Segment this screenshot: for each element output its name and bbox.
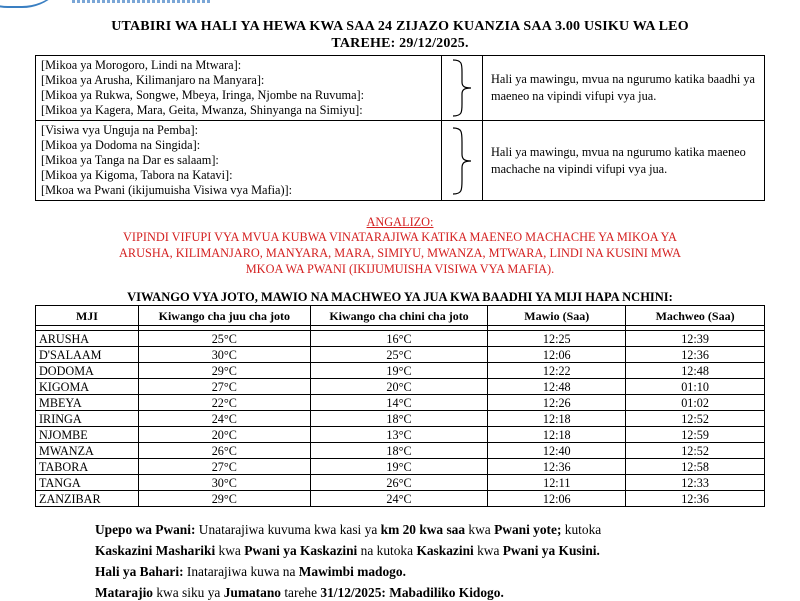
wind-speed: km 20 kwa saa — [380, 522, 466, 537]
table-row — [36, 331, 765, 347]
sea-label: Hali ya Bahari: — [95, 564, 184, 579]
max-temp-cell: 27°C — [138, 459, 310, 475]
wind-text: na kutoka — [357, 543, 417, 558]
table-row — [36, 411, 765, 427]
region-line: [Mkoa wa Pwani (ikijumuisha Visiwa vya Mafia)]: — [41, 183, 293, 197]
forecast-description: Hali ya mawingu, mvua na ngurumo katika baadhi ya maeneo na vipindi vifupi vya jua. — [483, 56, 765, 121]
brace-cell — [442, 121, 483, 201]
min-temp-cell: 19°C — [310, 459, 488, 475]
outlook-date: 31/12/2025: Mabadiliko Kidogo. — [320, 585, 504, 600]
logo-arc — [0, 0, 70, 8]
sunrise-cell: 12:48 — [488, 379, 626, 395]
sunset-cell: 12:59 — [626, 427, 765, 443]
min-temp-cell: 26°C — [310, 475, 488, 491]
table-row — [36, 347, 765, 363]
region-line: [Mikoa ya Dodoma na Singida]: — [41, 138, 201, 152]
wind-text: kutoka — [561, 522, 602, 537]
logo-tagline — [72, 0, 212, 3]
region-line: [Mikoa ya Tanga na Dar es salaam]: — [41, 153, 219, 167]
max-temp-cell: 20°C — [138, 427, 310, 443]
sunset-cell: 01:10 — [626, 379, 765, 395]
column-header: Kiwango cha chini cha joto — [310, 306, 488, 326]
sunset-cell: 12:36 — [626, 347, 765, 363]
city-cell: DODOMA — [36, 363, 139, 379]
column-header: MJI — [36, 306, 139, 326]
max-temp-cell: 29°C — [138, 363, 310, 379]
column-header: Mawio (Saa) — [488, 306, 626, 326]
warning-body — [60, 229, 740, 277]
coastal-wind-line-2 — [95, 543, 600, 559]
sunrise-cell: 12:40 — [488, 443, 626, 459]
forecast-regions — [36, 121, 442, 201]
sunset-cell: 12:39 — [626, 331, 765, 347]
region-line: [Mikoa ya Morogoro, Lindi na Mtwara]: — [41, 58, 242, 72]
city-cell: IRINGA — [36, 411, 139, 427]
region-line: [Mikoa ya Rukwa, Songwe, Mbeya, Iringa, Njombe na Ruvuma]: — [41, 88, 365, 102]
table-row — [36, 475, 765, 491]
warning-line: ARUSHA, KILIMANJARO, MANYARA, MARA, SIMIYU, MWANZA, MTWARA, LINDI NA KUSINI MWA — [119, 246, 681, 260]
table-row — [36, 459, 765, 475]
city-cell: ZANZIBAR — [36, 491, 139, 507]
regional-forecast-table — [35, 55, 765, 201]
column-header: Machweo (Saa) — [626, 306, 765, 326]
wind-label: Upepo wa Pwani: — [95, 522, 196, 537]
outlook-day: Jumatano — [223, 585, 281, 600]
city-cell: MWANZA — [36, 443, 139, 459]
sunset-cell: 01:02 — [626, 395, 765, 411]
region-line: [Mikoa ya Kagera, Mara, Geita, Mwanza, Shinyanga na Simiyu]: — [41, 103, 363, 117]
city-cell: ARUSHA — [36, 331, 139, 347]
header-logo-strip — [0, 0, 230, 8]
wind-area: Pwani ya Kaskazini — [244, 543, 358, 558]
coastal-wind-line-1 — [95, 522, 601, 538]
outlook-text: tarehe — [280, 585, 321, 600]
min-temp-cell: 14°C — [310, 395, 488, 411]
sunrise-cell: 12:06 — [488, 347, 626, 363]
warning-line: MKOA WA PWANI (IKIJUMUISHA VISIWA VYA MAFIA). — [245, 262, 555, 276]
min-temp-cell: 16°C — [310, 331, 488, 347]
outlook-label: Matarajio — [95, 585, 154, 600]
curly-brace-icon — [450, 126, 474, 196]
region-line: [Mikoa ya Kigoma, Tabora na Katavi]: — [41, 168, 233, 182]
sunrise-cell: 12:22 — [488, 363, 626, 379]
max-temp-cell: 30°C — [138, 347, 310, 363]
curly-brace-icon — [450, 58, 474, 118]
outlook-text: kwa siku ya — [153, 585, 224, 600]
sunset-cell: 12:48 — [626, 363, 765, 379]
max-temp-cell: 29°C — [138, 491, 310, 507]
forecast-row — [36, 121, 765, 201]
min-temp-cell: 18°C — [310, 443, 488, 459]
column-header: Kiwango cha juu cha joto — [138, 306, 310, 326]
sunset-cell: 12:33 — [626, 475, 765, 491]
sunrise-cell: 12:25 — [488, 331, 626, 347]
city-cell: TANGA — [36, 475, 139, 491]
table-row — [36, 379, 765, 395]
table-row — [36, 363, 765, 379]
max-temp-cell: 22°C — [138, 395, 310, 411]
table-row — [36, 427, 765, 443]
max-temp-cell: 26°C — [138, 443, 310, 459]
max-temp-cell: 24°C — [138, 411, 310, 427]
forecast-regions — [36, 56, 442, 121]
city-cell: NJOMBE — [36, 427, 139, 443]
wind-area: Pwani yote; — [494, 522, 562, 537]
wind-text: kwa — [465, 522, 495, 537]
sunrise-cell: 12:18 — [488, 427, 626, 443]
min-temp-cell: 13°C — [310, 427, 488, 443]
document-date: TAREHE: 29/12/2025. — [331, 36, 469, 51]
table-row — [36, 491, 765, 507]
table-header-row — [36, 306, 765, 326]
temperature-heading: VIWANGO VYA JOTO, MAWIO NA MACHWEO YA JUA KWA BAADHI YA MIJI HAPA NCHINI: — [127, 290, 673, 304]
sea-state: Mawimbi madogo. — [298, 564, 406, 579]
wind-text: kwa — [215, 543, 245, 558]
min-temp-cell: 19°C — [310, 363, 488, 379]
sea-text: Inatarajiwa kuwa na — [183, 564, 299, 579]
sunset-cell: 12:58 — [626, 459, 765, 475]
brace-cell — [442, 56, 483, 121]
sunrise-cell: 12:36 — [488, 459, 626, 475]
warning-title: ANGALIZO: — [366, 215, 434, 229]
city-cell: TABORA — [36, 459, 139, 475]
sunset-cell: 12:36 — [626, 491, 765, 507]
wind-direction: Kaskazini — [416, 543, 474, 558]
wind-text: Unatarajiwa kuvuma kwa kasi ya — [195, 522, 381, 537]
outlook-line — [95, 585, 504, 601]
min-temp-cell: 18°C — [310, 411, 488, 427]
document-title: UTABIRI WA HALI YA HEWA KWA SAA 24 ZIJAZO KUANZIA SAA 3.00 USIKU WA LEO — [111, 19, 689, 34]
table-row — [36, 443, 765, 459]
sunrise-cell: 12:11 — [488, 475, 626, 491]
wind-direction: Kaskazini Mashariki — [95, 543, 216, 558]
forecast-description: Hali ya mawingu, mvua na ngurumo katika maeneo machache na vipindi vifupi vya jua. — [483, 121, 765, 201]
max-temp-cell: 27°C — [138, 379, 310, 395]
sunrise-cell: 12:06 — [488, 491, 626, 507]
sea-state-line — [95, 564, 406, 580]
wind-text: kwa — [473, 543, 503, 558]
city-cell: MBEYA — [36, 395, 139, 411]
table-row — [36, 395, 765, 411]
city-cell: KIGOMA — [36, 379, 139, 395]
warning-line: VIPINDI VIFUPI VYA MVUA KUBWA VINATARAJIWA KATIKA MAENEO MACHACHE YA MIKOA YA — [123, 230, 677, 244]
city-cell: D'SALAAM — [36, 347, 139, 363]
sunset-cell: 12:52 — [626, 443, 765, 459]
min-temp-cell: 20°C — [310, 379, 488, 395]
forecast-row — [36, 56, 765, 121]
wind-area: Pwani ya Kusini. — [502, 543, 600, 558]
max-temp-cell: 25°C — [138, 331, 310, 347]
min-temp-cell: 24°C — [310, 491, 488, 507]
max-temp-cell: 30°C — [138, 475, 310, 491]
sunrise-cell: 12:26 — [488, 395, 626, 411]
temperature-table — [35, 305, 765, 507]
region-line: [Mikoa ya Arusha, Kilimanjaro na Manyara]: — [41, 73, 265, 87]
region-line: [Visiwa vya Unguja na Pemba]: — [41, 123, 199, 137]
sunset-cell: 12:52 — [626, 411, 765, 427]
min-temp-cell: 25°C — [310, 347, 488, 363]
sunrise-cell: 12:18 — [488, 411, 626, 427]
